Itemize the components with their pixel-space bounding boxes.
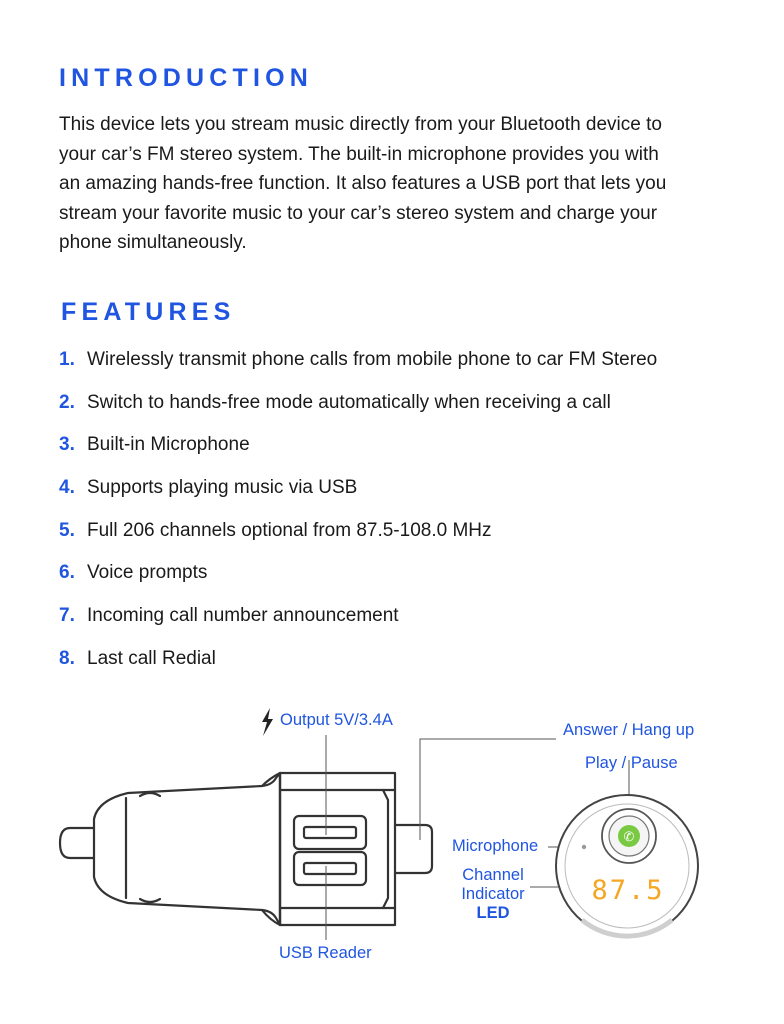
car-charger-illustration: [60, 773, 432, 925]
usb-reader-label: USB Reader: [279, 944, 372, 962]
introduction-heading: INTRODUCTION: [59, 64, 314, 92]
intro-line: phone simultaneously.: [59, 232, 247, 253]
charger-neck: [395, 825, 432, 873]
feature-item: [59, 600, 657, 643]
feature-text: Voice prompts: [87, 562, 208, 584]
feature-number: 2.: [59, 391, 75, 413]
feature-item: [59, 472, 657, 515]
intro-line: This device lets you stream music directly from your Bluetooth device to: [59, 114, 662, 135]
device-front-face: [556, 795, 698, 937]
features-list: [59, 344, 657, 686]
channel-label-line: Indicator: [461, 885, 525, 903]
device-diagram: [0, 690, 784, 1024]
feature-text: Last call Redial: [87, 647, 216, 669]
phone-icon: ✆: [623, 830, 635, 845]
answer-leader: [420, 739, 556, 840]
feature-number: 8.: [59, 647, 75, 669]
feature-number: 7.: [59, 605, 75, 627]
charger-tip: [60, 828, 94, 858]
feature-text: Incoming call number announcement: [87, 605, 399, 627]
feature-item: [59, 387, 657, 430]
channel-indicator-label: [452, 866, 534, 923]
feature-number: 4.: [59, 477, 75, 499]
feature-item: [59, 515, 657, 558]
feature-number: 6.: [59, 562, 75, 584]
intro-line: an amazing hands-free function. It also features a USB port that lets you: [59, 173, 667, 194]
feature-number: 3.: [59, 434, 75, 456]
intro-line: your car’s FM stereo system. The built-in microphone provides you with: [59, 143, 659, 165]
microphone-label: Microphone: [452, 837, 539, 855]
channel-label-line: Channel: [462, 866, 524, 884]
introduction-paragraph: [59, 110, 729, 258]
feature-item: [59, 344, 657, 387]
feature-text: Supports playing music via USB: [87, 477, 358, 499]
features-heading: FEATURES: [61, 298, 236, 326]
play-pause-label: Play / Pause: [585, 754, 678, 772]
feature-number: 1.: [59, 349, 75, 370]
intro-line: stream your favorite music to your car’s stereo system and charge your: [59, 202, 658, 224]
feature-text: Full 206 channels optional from 87.5-108.0 MHz: [87, 519, 492, 541]
answer-hangup-label: Answer / Hang up: [563, 721, 695, 739]
feature-text: Wirelessly transmit phone calls from mobile phone to car FM Stereo: [87, 349, 658, 370]
charger-plug-body: [94, 773, 280, 925]
feature-text: Switch to hands-free mode automatically when receiving a call: [87, 391, 611, 413]
feature-text: Built-in Microphone: [87, 434, 250, 456]
lightning-icon: [262, 708, 273, 736]
output-label: Output 5V/3.4A: [280, 711, 393, 729]
microphone-hole: [582, 845, 586, 849]
led-label: LED: [476, 904, 510, 922]
feature-item: [59, 643, 657, 686]
feature-item: [59, 557, 657, 600]
feature-item: [59, 429, 657, 472]
charger-housing-tab: [262, 773, 280, 925]
feature-number: 5.: [59, 519, 75, 541]
led-display-value: 87.5: [591, 875, 665, 906]
